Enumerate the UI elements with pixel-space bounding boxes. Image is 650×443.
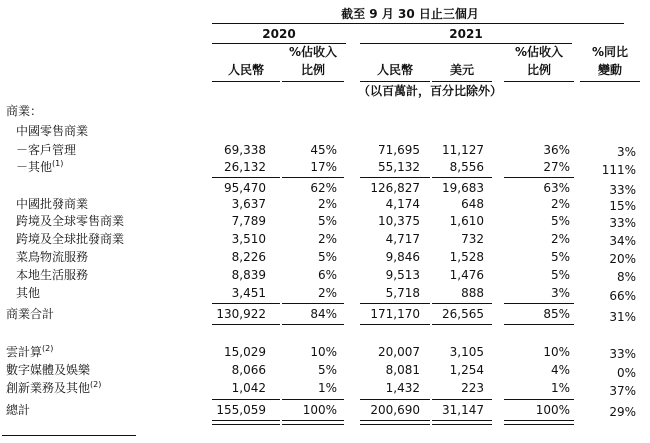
- cell-rmb-2020: 95,470: [224, 181, 266, 195]
- cell-pct-2020: 84%: [310, 307, 337, 321]
- row-label: 本地生活服務: [16, 268, 89, 282]
- rule-rmb-2020: [212, 81, 280, 82]
- row-label: 跨境及全球批發商業: [16, 232, 125, 246]
- col-pct-2020-2: 比例: [300, 63, 325, 77]
- row-label: 中國零售商業: [16, 124, 89, 138]
- cell-pct-2021: 10%: [543, 345, 570, 359]
- cell-rmb-2021: 171,170: [370, 307, 420, 321]
- cell-pct-2020: 2%: [317, 286, 337, 300]
- row-label: 創新業務及其他: [6, 381, 91, 395]
- cell-rmb-2020: 3,451: [231, 286, 266, 300]
- cell-yoy: 33%: [609, 347, 636, 361]
- footnote-marker: (2): [42, 344, 54, 353]
- cell-pct-2020: 5%: [317, 250, 337, 264]
- cell-pct-2020: 5%: [317, 363, 337, 377]
- cell-rmb-2020: 69,338: [224, 143, 266, 157]
- cell-rmb-2021: 4,717: [385, 232, 420, 246]
- cell-usd-2021: 648: [461, 197, 484, 211]
- cell-pct-2020: 17%: [310, 160, 337, 174]
- cell-pct-2020: 5%: [317, 214, 337, 228]
- rule-usd-2021: [432, 81, 492, 82]
- cell-usd-2021: 3,105: [449, 345, 484, 359]
- header-rule: [212, 23, 624, 24]
- cell-usd-2021: 1,528: [449, 250, 484, 264]
- subtotal-rule: [282, 177, 344, 178]
- double-rule: [360, 420, 430, 425]
- total-rule: [360, 303, 430, 304]
- cell-pct-2021: 4%: [550, 363, 570, 377]
- cell-rmb-2020: 3,510: [231, 232, 266, 246]
- cell-pct-2020: 100%: [302, 403, 337, 417]
- row-label: 菜鳥物流服務: [16, 250, 89, 264]
- double-rule: [282, 420, 344, 425]
- total-rule: [282, 303, 344, 304]
- cell-rmb-2021: 9,513: [385, 268, 420, 282]
- cell-pct-2021: 27%: [543, 160, 570, 174]
- col-rmb-2021: 人民幣: [376, 63, 413, 77]
- cell-usd-2021: 888: [461, 286, 484, 300]
- cell-rmb-2021: 9,846: [385, 250, 420, 264]
- cell-pct-2020: 2%: [317, 197, 337, 211]
- row-label: 其他: [16, 286, 41, 300]
- row-label-wrap: [6, 381, 101, 395]
- col-usd-2021: 美元: [449, 63, 474, 77]
- col-yoy-2: 變動: [597, 63, 622, 77]
- cell-rmb-2021: 8,081: [385, 363, 420, 377]
- rule-2021: [360, 43, 572, 44]
- footnote-divider: [2, 435, 136, 436]
- col-pct-2021-2: 比例: [526, 63, 551, 77]
- row-label: 雲計算: [6, 345, 43, 359]
- cell-rmb-2020: 1,042: [231, 381, 266, 395]
- row-label: 中國批發商業: [16, 197, 89, 211]
- cell-pct-2021: 85%: [543, 307, 570, 321]
- cell-rmb-2021: 5,718: [385, 286, 420, 300]
- cell-rmb-2020: 26,132: [224, 160, 266, 174]
- cell-yoy: 31%: [609, 310, 636, 324]
- unit-note: （以百萬計，百分比除外）: [357, 84, 502, 98]
- footnote-marker: (1): [52, 159, 64, 168]
- cell-yoy: 29%: [609, 405, 636, 419]
- row-label: 數字媒體及娛樂: [6, 363, 91, 377]
- cell-yoy: 20%: [609, 252, 636, 266]
- cell-pct-2021: 36%: [543, 143, 570, 157]
- cell-pct-2021: 2%: [550, 232, 570, 246]
- row-label: －其他: [16, 160, 53, 174]
- cell-pct-2020: 1%: [317, 381, 337, 395]
- row-label: 商業合計: [6, 307, 55, 321]
- cell-yoy: 15%: [609, 199, 636, 213]
- total-rule: [432, 303, 492, 304]
- cell-usd-2021: 11,127: [442, 143, 484, 157]
- cell-pct-2021: 1%: [550, 381, 570, 395]
- cell-pct-2021: 3%: [550, 286, 570, 300]
- subtotal-rule: [212, 177, 280, 178]
- cell-yoy: 8%: [616, 270, 636, 284]
- cell-pct-2021: 100%: [535, 403, 570, 417]
- grand-total-rule: [212, 399, 280, 400]
- cell-yoy: 3%: [616, 145, 636, 159]
- cell-rmb-2020: 8,226: [231, 250, 266, 264]
- cell-pct-2021: 5%: [550, 250, 570, 264]
- total-rule: [504, 324, 574, 325]
- cell-usd-2021: 223: [461, 381, 484, 395]
- cell-rmb-2020: 15,029: [224, 345, 266, 359]
- cell-yoy: 33%: [609, 216, 636, 230]
- period-header: 截至 9 月 30 日止三個月: [341, 7, 479, 21]
- cell-rmb-2021: 55,132: [378, 160, 420, 174]
- cell-rmb-2021: 20,007: [378, 345, 420, 359]
- year-2021: 2021: [449, 27, 483, 41]
- cell-rmb-2021: 71,695: [378, 143, 420, 157]
- col-pct-2021-1: %佔收入: [514, 45, 564, 59]
- cell-rmb-2021: 10,375: [378, 214, 420, 228]
- cell-rmb-2021: 200,690: [370, 403, 420, 417]
- double-rule: [504, 420, 574, 425]
- cell-rmb-2020: 155,059: [216, 403, 266, 417]
- double-rule: [432, 420, 492, 425]
- cell-usd-2021: 1,254: [449, 363, 484, 377]
- total-rule: [282, 324, 344, 325]
- total-rule: [432, 324, 492, 325]
- cell-usd-2021: 8,556: [449, 160, 484, 174]
- cell-pct-2020: 2%: [317, 232, 337, 246]
- grand-total-rule: [432, 399, 492, 400]
- col-yoy-1: %同比: [591, 45, 629, 59]
- year-2020: 2020: [262, 27, 296, 41]
- rule-rmb-2021: [360, 81, 430, 82]
- row-label: 跨境及全球零售商業: [16, 214, 125, 228]
- cell-usd-2021: 732: [461, 232, 484, 246]
- rule-2020: [212, 43, 346, 44]
- cell-pct-2020: 45%: [310, 143, 337, 157]
- cell-rmb-2020: 3,637: [231, 197, 266, 211]
- cell-pct-2021: 5%: [550, 214, 570, 228]
- row-label: 總計: [6, 403, 31, 417]
- cell-yoy: 111%: [601, 163, 636, 177]
- cell-rmb-2020: 8,839: [231, 268, 266, 282]
- cell-pct-2020: 10%: [310, 345, 337, 359]
- subtotal-rule: [360, 177, 430, 178]
- cell-rmb-2021: 126,827: [370, 181, 420, 195]
- subtotal-rule: [432, 177, 492, 178]
- rule-pct-2021: [504, 81, 574, 82]
- cell-usd-2021: 31,147: [442, 403, 484, 417]
- cell-pct-2020: 6%: [317, 268, 337, 282]
- row-label: －客戶管理: [16, 143, 77, 157]
- row-label: 商業：: [6, 104, 43, 118]
- cell-pct-2021: 5%: [550, 268, 570, 282]
- cell-yoy: 66%: [609, 289, 636, 303]
- total-rule: [212, 303, 280, 304]
- cell-yoy: 34%: [609, 234, 636, 248]
- double-rule: [212, 420, 280, 425]
- grand-total-rule: [504, 399, 574, 400]
- total-rule: [504, 303, 574, 304]
- cell-rmb-2020: 130,922: [216, 307, 266, 321]
- subtotal-rule: [504, 177, 574, 178]
- cell-pct-2021: 2%: [550, 197, 570, 211]
- col-pct-2020-1: %佔收入: [288, 45, 338, 59]
- cell-usd-2021: 26,565: [442, 307, 484, 321]
- rule-pct-2020: [282, 81, 344, 82]
- cell-usd-2021: 19,683: [442, 181, 484, 195]
- col-rmb-2020: 人民幣: [227, 63, 264, 77]
- grand-total-rule: [360, 399, 430, 400]
- grand-total-rule: [282, 399, 344, 400]
- cell-pct-2021: 63%: [543, 181, 570, 195]
- cell-rmb-2020: 7,789: [231, 214, 266, 228]
- cell-yoy: 37%: [609, 384, 636, 398]
- total-rule: [212, 324, 280, 325]
- cell-yoy: 0%: [616, 366, 636, 380]
- row-label-wrap: [6, 345, 53, 359]
- rule-yoy: [580, 81, 640, 82]
- cell-usd-2021: 1,476: [449, 268, 484, 282]
- cell-pct-2020: 62%: [310, 181, 337, 195]
- total-rule: [360, 324, 430, 325]
- cell-yoy: 33%: [609, 183, 636, 197]
- footnote-marker: (2): [90, 380, 102, 389]
- row-label-wrap: [16, 160, 63, 174]
- cell-rmb-2020: 8,066: [231, 363, 266, 377]
- cell-usd-2021: 1,610: [449, 214, 484, 228]
- cell-rmb-2021: 4,174: [385, 197, 420, 211]
- cell-rmb-2021: 1,432: [385, 381, 420, 395]
